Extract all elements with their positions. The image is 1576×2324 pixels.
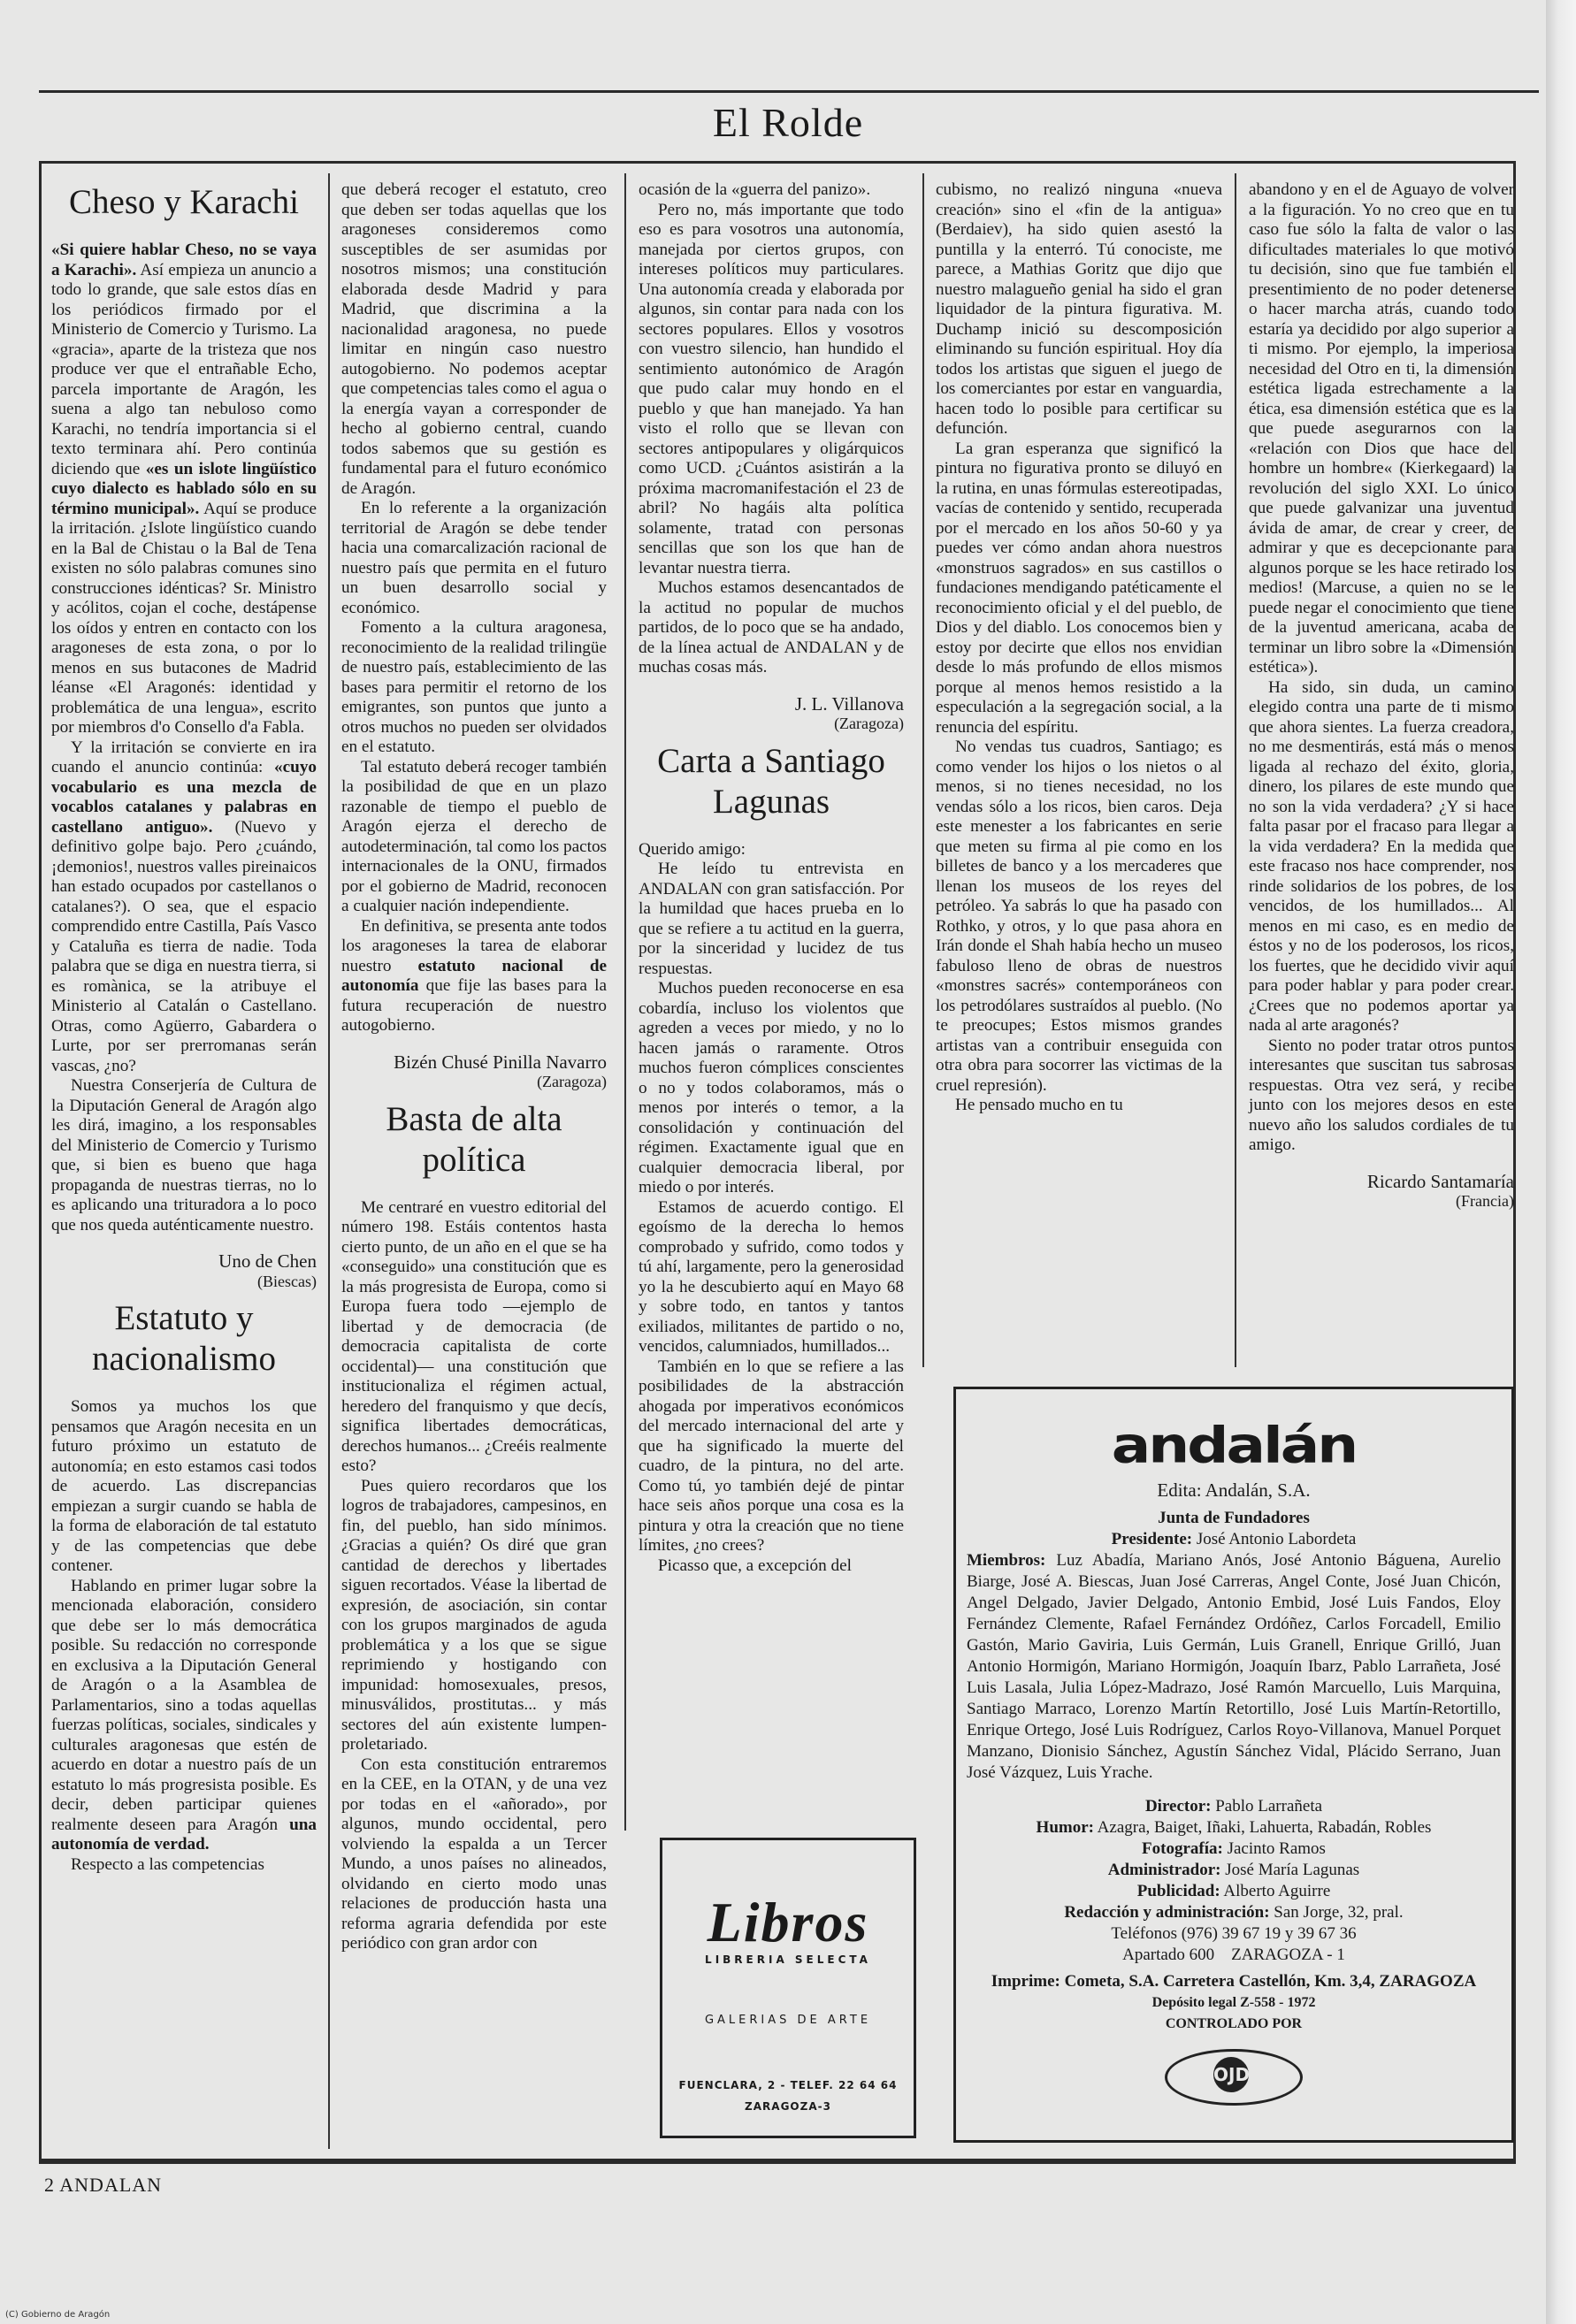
photo-line: Fotografía: Jacinto Ramos (1142, 1839, 1326, 1858)
page-edge (1546, 0, 1576, 2324)
andalan-staff-box (953, 1387, 1514, 2143)
article-paragraph: Con esta constitución entraremos en la CEE, en la OTAN, y de una vez por todas en el «añorado», por algunos, mundo occidental, pero volviendo la espalda a un Tercer Mundo, a unos países no alineados, olvidando en cierto modo unas relaciones de producción hasta una reforma agraria defendida por este periódico con gran ardor con (341, 1754, 607, 1953)
article-paragraph: Hablando en primer lugar sobre la mencionada elaboración, considero que debe ser lo más democrática posible. Su redacción no corresponde en exclusiva a la Diputación General de Aragón o a la Asamblea de Parlamentarios, sino a todas aquellas fuerzas políticas, sociales, sindicales y culturales aragonesas que estén de acuerdo en dotar a nuestro país de un estatuto lo más progresista posible. Es decir, deben participar quienes realmente deseen para Aragón una autonomía de verdad. (51, 1576, 317, 1854)
members-list: Miembros: Luz Abadía, Mariano Anós, José Antonio Báguena, Aurelio Biarge, José A. Biescas, Juan José Carreras, Angel Conte, José Juan Chicón, Angel Delgado, Javier Delgado, Antonio Embid, José Luis Fandos, Eloy Fernández Clemente, Rafael Fernández Ordóñez, Carlos Forcadell, Emilio Gastón, Mario Gaviria, Luis Germán, Luis Granell, Enrique Grilló, Juan Antonio Hormigón, Mariano Hormigón, Joaquín Ibarz, Pablo Larrañeta, José Luis Lasala, Julia López-Madrazo, José Ramón Marcuello, Luis Marquina, Santiago Marraco, Lorenzo Martín Retortillo, José Luis Martín-Retortillo, Enrique Ortego, José Luis Rodríguez, Carlos Royo-Villanova, Manuel Porquet Manzano, Dionisio Sánchez, Agustín Sánchez Vidal, Plácido Serrano, Juan José Vázquez, Luis Yrache. (967, 1551, 1501, 1782)
libros-logo: Libros (707, 1891, 869, 1953)
copyright-credit: (C) Gobierno de Aragón (5, 2310, 111, 2320)
libros-advertisement (660, 1838, 916, 2138)
printer-line: Imprime: Cometa, S.A. Carretera Castellón, Km. 3,4, ZARAGOZA (991, 1972, 1477, 1991)
article-paragraph: Siento no poder tratar otros puntos interesantes que suscitan tus sabrosas respuestas. Otra vez será, y recibe junto con los mejores desos en este nuevo año los saludos cordiales de tu amigo. (1249, 1036, 1514, 1154)
column-divider (328, 173, 330, 2149)
article-paragraph: abandono y en el de Aguayo de volver a la figuración. Yo no creo que en tu caso fue sólo la falta de valor o las dificultades materiales lo que motivó tu decisión, sino que fue también el presentimiento de no poder detenerse o hacer marcha atrás, cuando todo estaría ya decidido por algo superior a ti mismo. Por ejemplo, la imperiosa necesidad del Otro en ti, la dimensión estética ligada estrechamente a la ética, esa dimensión estética que es la que puede asegurarnos con la «relación con Dios que hace del hombre un hombre« (Kierkegaard) la revolución del siglo XXI. Lo único que puede galvanizar una juventud ávida de amar, de crear y creer, de admirar y que es decepcionante para algunos porque se les hace retirado los medios! (Marcuse, a quien no se le puede negar el conocimiento que tiene de la juventud americana, acaba de terminar un libro sobre la «Dimensión estética»). (1249, 180, 1514, 677)
po-box-line: Apartado 600 ZARAGOZA - 1 (1122, 1946, 1345, 1964)
article-paragraph: Tal estatuto deberá recoger también la posibilidad de que en un plazo razonable de tiempo el pueblo de Aragón ejerza el derecho de autodeterminación, tal como los pactos internacionales de la ONU, firmados por el gobierno de Madrid, reconocen a cualquier nación independiente. (341, 757, 607, 915)
signature-location: (Biescas) (257, 1272, 317, 1290)
article-paragraph: Y la irritación se convierte en ira cuando el anuncio continúa: «cuyo vocabulario es una mezcla de vocablos catalanes y palabras en castellano antiguo». (Nuevo y definitivo golpe bajo. Pero ¿cuándo, ¡demonios!, nuestros valles pireinaicos han estado ocupados por castellanos o catalanes?). O sea, que el espacio comprendido entre Castilla, País Vasco y Cataluña es tierra de nadie. Toda palabra que se diga en nuestra tierra, si es romànica, se la atribuye el Ministerio al Catalán o Castellano. Otras, como Agüerro, Gabardera o Lurte, por ser prerromanas serán vascas, ¿no? (51, 738, 317, 1075)
article-paragraph: Pero no, más importante que todo eso es para vosotros una autonomía, manejada por ciertos grupos, con intereses políticos muy particulares. Una autonomía creada y elaborada por algunos, sin contar para nada con los sectores populares. Ellos y vosotros con vuestro silencio, han hundido el sentimiento autonómico de Aragón que pudo calar muy hondo en el pueblo y que han manejado. Ya han visto el rollo que se llevan con sectores antipopulares y oligárquicos como UCD. ¿Cuántos asistirán a la próxima macromanifestación el 23 de abril? No hagáis alta política solamente, tratad con personas sencillas que son los que han de levantar nuestra tierra. (639, 200, 904, 577)
controlled-by: CONTROLADO POR (1165, 2016, 1303, 2031)
article-paragraph: Respecto a las competencias (71, 1854, 264, 1874)
signature: J. L. Villanova (794, 692, 904, 715)
column-3 (639, 180, 904, 1576)
andalan-logo: andalán (1111, 1416, 1357, 1475)
signature: Ricardo Santamaría (1366, 1170, 1514, 1192)
article-paragraph: «Si quiere hablar Cheso, no se vaya a Karachi». Así empieza un anuncio a todo lo grande, que sale estos días en los periódicos firmado por el Ministerio de Comercio y Turismo. La «gracia», aparte de la tristeza que nos produce ver que el entrañable Echo, parcela importante de Aragón, les suena a algo tan nebuloso como Karachi, no tendría importancia si el texto terminara ahí. Pero continúa diciendo que «es un islote lingüístico cuyo dialecto es hablado sólo en su término municipal». Aquí se produce la irritación. ¿Islote lingüístico cuando en la Bal de Chistau o la Bal de Tena existen no sólo palabras comunes sino construcciones idénticas? Sr. Ministro y acólitos, cojan el coche, destápense los oídos y entren en contacto con los aragoneses de esta zona, o por lo menos en sus butacones de Madrid léanse «El Aragonés: identidad y problemática de una lengua», escrito por miembros d'o Consello d'a Fabla. (51, 241, 317, 737)
libros-galerias: GALERIAS DE ARTE (704, 2014, 872, 2027)
salutation: Querido amigo: (639, 839, 746, 859)
director-line: Director: Pablo Larrañeta (1144, 1797, 1323, 1816)
article-paragraph: cubismo, no realizó ninguna «nueva creación» sino el «fin de la antigua» (Berdaiev), ha sido quien asestó la puntilla y la enterró. Tú conociste, me parece, a Mathias Goritz que dijo que nuestro malagueño genial ha sido el gran liquidador de la pintura figurativa. M. Duchamp inició su descomposición eliminando su función espiritual. Hoy día todos los artistas que siguen el juego de los comerciantes por estar en vanguardia, hacen todo lo posible para certificar su defunción. (936, 180, 1222, 438)
article-paragraph: ocasión de la «guerra del panizo». (639, 180, 871, 199)
signature-location: (Zaragoza) (537, 1073, 607, 1090)
page-footer: 2 ANDALAN (44, 2174, 163, 2196)
top-rule (39, 90, 1539, 93)
column-4 (936, 180, 1222, 1116)
column-divider (1235, 173, 1236, 1367)
article-paragraph: También en lo que se refiere a las posibilidades de la abstracción ahogada por imperativos económicos del mercado internacional del arte y que ha significado la muerte del cuadro, de la pintura, no del arte. Como tú, yo también dejé de pintar hace seis años porque una cosa es la pintura y otra la creación que no tiene límites, ¿no crees? (639, 1357, 904, 1555)
article-paragraph: Muchos estamos desencantados de la actitud no popular de muchos partidos, de lo poco que se ha andado, de la línea actual de ANDALAN y de muchas cosas más. (639, 578, 904, 677)
headline-basta: Basta de alta política (386, 1099, 562, 1179)
article-paragraph: Ha sido, sin duda, un camino elegido contra una parte de ti mismo que ahora sientes. La fuerza creadora, no me desmentirás, está más o menos ligada al rechazo del éxito, gloria, dinero, los pilares de este mundo que no son la vida verdadera? ¿Y si hace falta pasar por el fracaso para llegar a la vida verdadera? En la medida que este fracaso nos hace comprender, nos rinde solidarios de los pobres, de los vencidos, de los humillados... Al menos en mi caso, es en medio de éstos y no de los poderosos, los ricos, los fuertes, que he decidido vivir aquí para poder hablar y para poder crear. ¿Crees que no podemos aportar ya nada al arte aragonés? (1249, 677, 1514, 1035)
article-paragraph: Picasso que, a excepción del (658, 1556, 852, 1575)
article-paragraph: En definitiva, se presenta ante todos los aragoneses la tarea de elaborar nuestro estatuto nacional de autonomía que fije las bases para la futura recuperación de nuestro autogobierno. (341, 916, 607, 1035)
article-paragraph: En lo referente a la organización territorial de Aragón se debe tender hacia una comarcalización racional de nuestro país que permita en el futuro un buen desarrollo social y económico. (341, 499, 607, 617)
article-paragraph: He pensado mucho en tu (955, 1096, 1123, 1114)
legal-deposit: Depósito legal Z-558 - 1972 (1151, 1995, 1316, 2010)
advertising-line: Publicidad: Alberto Aguirre (1136, 1882, 1331, 1900)
signature: Uno de Chen (218, 1250, 317, 1272)
article-paragraph: He leído tu entrevista en ANDALAN con gran satisfacción. Por la humildad que haces prueba en lo que se refiere a tu actitud en la guerra, por la sinceridad y lucidez de tus respuestas. (639, 860, 904, 978)
column-1 (51, 177, 317, 1875)
president-line: Presidente: José Antonio Labordeta (1111, 1530, 1357, 1548)
article-paragraph: Somos ya muchos los que pensamos que Aragón necesita en un futuro próximo un estatuto de autonomía; en esto estamos casi todos de acuerdo. Las discrepancias empiezan a surgir cuando se habla de la forma de elaboración de tal estatuto y de las competencias que debe contener. (51, 1397, 317, 1575)
bottom-rule (39, 2161, 1516, 2164)
column-divider (922, 173, 924, 1367)
ojd-seal-icon: OJD (1165, 2049, 1303, 2106)
libros-subtitle: LIBRERIA SELECTA (705, 1953, 871, 1966)
headline-carta: Carta a Santiago Lagunas (657, 741, 885, 821)
headline-cheso-karachi: Cheso y Karachi (69, 183, 299, 221)
article-paragraph: Muchos pueden reconocerse en esa cobardía, incluso los violentos que agreden a veces por miedo, y no lo hacen jamás o raramente. Otros muchos fueron cómplices conscientes o no y todos colaboramos, más o menos por interés o temor, a la consolidación y continuación del régimen. Exactamente igual que en cualquier democracia liberal, por miedo o por interés. (639, 979, 904, 1196)
headline-estatuto: Estatuto y nacionalismo (92, 1299, 276, 1378)
phone-line: Teléfonos (976) 39 67 19 y 39 67 36 (1111, 1924, 1357, 1943)
column-divider (624, 173, 626, 1831)
article-paragraph: que deberá recoger el estatuto, creo que deben ser todas aquellas que los aragoneses consideremos como susceptibles de ser asumidas por nosotros mismos; una constitución elaborada desde Madrid y para Madrid, que discrimina a la nacionalidad aragonesa, no puede limitar en ningún caso nuestro autogobierno. No podemos aceptar que competencias tales como el agua o la energía vayan a corresponder de hecho al gobierno central, cuando todos sabemos que su gestión es fundamental para el futuro económico de Aragón. (341, 180, 607, 498)
column-5 (1249, 180, 1514, 1219)
admin-line: Administrador: José María Lagunas (1107, 1861, 1360, 1879)
column-2 (341, 180, 607, 1954)
section-title: El Rolde (712, 100, 864, 145)
publisher-line: Edita: Andalán, S.A. (1157, 1479, 1311, 1501)
junta-heading: Junta de Fundadores (1158, 1509, 1310, 1527)
article-paragraph: Me centraré en vuestro editorial del número 198. Estáis contentos hasta cierto punto, de un año en el que se ha «conseguido» una constitución que es la más progresista de Europa, como si Europa fuera todo —ejemplo de libertad y de democracia (de democracia capitalista de corte occidental)— una constitución que institucionaliza el régimen actual, heredero del franquismo y que decís, significa libertades democráticas, derechos humanos... ¿Creéis realmente esto? (341, 1197, 607, 1475)
signature-location: (Zaragoza) (834, 715, 904, 732)
signature: Bizén Chusé Pinilla Navarro (394, 1051, 607, 1073)
libros-address: FUENCLARA, 2 - TELEF. 22 64 64 ZARAGOZA-3 (678, 2079, 898, 2113)
article-paragraph: Nuestra Conserjería de Cultura de la Diputación General de Aragón algo les dirá, imagino, a los responsables del Ministerio de Comercio y Turismo que, si bien es bueno que haga propaganda de nuestras tierras, no lo es aplicando una trituradora a lo poco que nos queda auténticamente nuestro. (51, 1076, 317, 1235)
office-line: Redacción y administración: San Jorge, 32, pral. (1064, 1903, 1404, 1922)
article-paragraph: Pues quiero recordaros que los logros de trabajadores, campesinos, en fin, del pueblo, han sido mínimos. ¿Gracias a quién? Os diré que gran cantidad de derechos y libertades siguen recortados. Véase la libertad de expresión, de asociación, sin contar con los grupos marginados de aguda problemática y a los que se sigue reprimiendo y hostigando con impunidad: homosexuales, presos, minusválidos, prostitutas... y más sectores del aún existente lumpen-proletariado. (341, 1476, 607, 1754)
article-paragraph: Fomento a la cultura aragonesa, reconocimiento de la realidad trilingüe de nuestro país, establecimiento de las bases para permitir el retorno de los emigrantes, son puntos que junto a otros muchos no pueden ser olvidados en el estatuto. (341, 618, 607, 756)
humor-line: Humor: Azagra, Baiget, Iñaki, Lahuerta, Rabadán, Robles (1036, 1818, 1432, 1837)
article-paragraph: No vendas tus cuadros, Santiago; es como vender los hijos o los nietos o al menos, si no tienes necesidad, no los vendas sólo a los ricos, bien caros. Deja este menester a los fabricantes en serie que meten su firma al pie como en los billetes de banco y a los mercaderes que llenan los museos de los reyes del petróleo. Ya sabrás lo que ha pasado con Rothko, y otros, y lo que pasa ahora en Irán donde el Shah había hecho un museo fabuloso lleno de obras de nuestros «monstres sacrés» contemporáneos con los petrodólares sustraídos al pueblo. (No te preocupes; Estos mismos grandes artistas van a contribuir enseguida con otra obra para socorrer las victimas de la cruel represión). (936, 738, 1222, 1095)
article-paragraph: La gran esperanza que significó la pintura no figurativa pronto se diluyó en la rutina, en unas fórmulas estereotipadas, vacías de contenido y sentido, recuperada por el mercado en los años 50-60 y ya puedes ver cómo andan ahora nuestros «monstruos sagrados» en sus castillos o fundaciones mendigando patéticamente el reconocimiento oficial y el del pueblo, de Dios y del diablo. Los conocemos bien y estoy por decirte que ellos nos envidian desde lo más profundo de ellos mismos porque al menos hemos resistido a la especulación a la segregación social, a la renuncia del espíritu. (936, 439, 1222, 737)
article-paragraph: Estamos de acuerdo contigo. El egoísmo de la derecha lo hemos comprobado y sufrido, como todos y tú ahí, largamente, pero la generosidad yo la he descubierto aquí en Mayo 68 y sobre todo, en tantos y tantos exiliados, militantes de partido o no, vencidos, calumniados, humillados... (639, 1197, 904, 1356)
signature-location: (Francia) (1456, 1192, 1514, 1210)
